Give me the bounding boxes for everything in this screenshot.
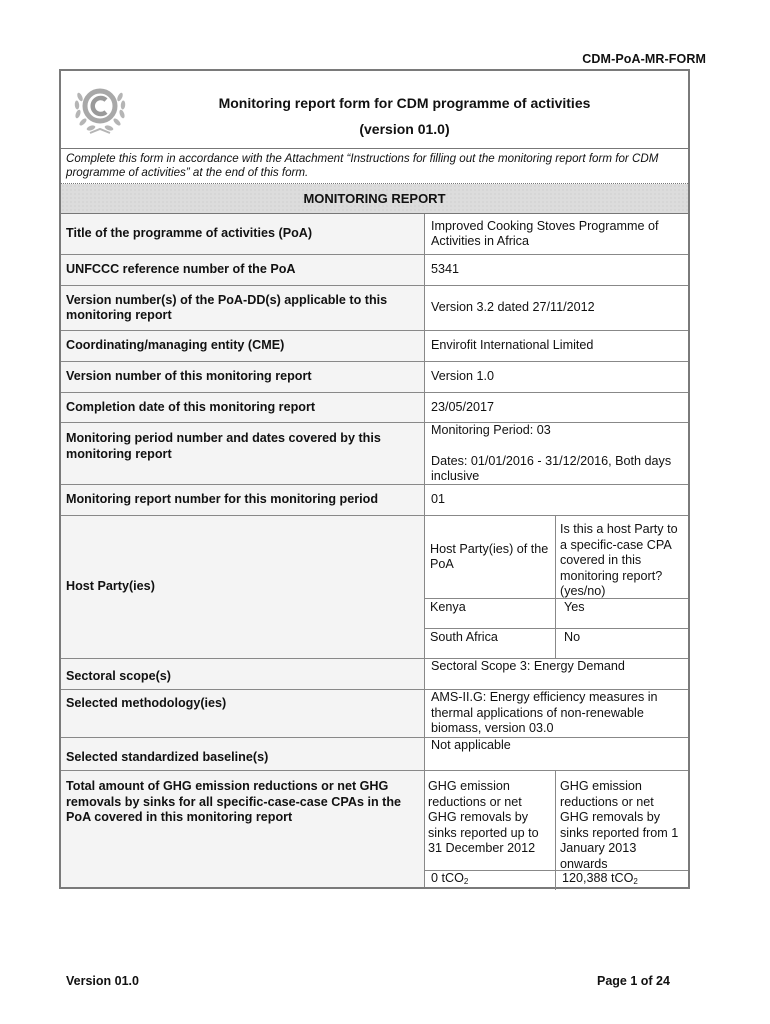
host-parties-header-row [425,516,688,599]
label-mr-number: Monitoring report number for this monitoring period [61,485,425,515]
label-ghg-totals: Total amount of GHG emission reductions or net GHG removals by sinks for all specific-case-case CPAs in the PoA covered in this monitoring report [61,771,425,887]
label-completion-date: Completion date of this monitoring report [61,393,425,422]
value-monitoring-period [425,423,688,484]
row-monitoring-period [61,423,688,485]
title-block [61,71,688,149]
value-cme: Envirofit International Limited [431,338,594,353]
ghg-pre2013-value: 0 tCO$_2$ [425,871,556,890]
form-version: (version 01.0) [359,121,450,137]
row-completion-date [61,393,688,423]
label-poa-dd-version: Version number(s) of the PoA-DD(s) applicable to this monitoring report [61,286,425,330]
value-standardized-baseline: Not applicable [431,738,511,752]
value-poa-title: Improved Cooking Stoves Programme of Activities in Africa [431,218,659,248]
value-reference-number: 5341 [431,262,460,277]
label-mr-version: Version number of this monitoring report [61,362,425,392]
host-party-col-header: Host Party(ies) of the PoA [425,516,556,598]
label-host-parties: Host Party(ies) [61,516,425,658]
ghg-header-row [425,771,688,871]
label-poa-title: Title of the programme of activities (PoA) [61,214,425,254]
host-party-name: Kenya [425,599,556,628]
row-ghg-totals [61,771,688,887]
form-code: CDM-PoA-MR-FORM [582,52,706,66]
ghg-post2013-value: 120,388 tCO$_2$ [562,871,638,886]
row-poa-title [61,214,688,255]
row-mr-number [61,485,688,516]
value-methodology: AMS-II.G: Energy efficiency measures in thermal applications of non-renewable biomass, version 03.0 [431,690,658,735]
value-sectoral-scope: Sectoral Scope 3: Energy Demand [431,659,625,673]
row-methodology [61,690,688,738]
form-title: Monitoring report form for CDM programme of activities [218,95,591,111]
host-party-specific-case: No [564,630,581,644]
host-parties-table [425,516,688,658]
label-reference-number: UNFCCC reference number of the PoA [61,255,425,285]
monitoring-period-number: Monitoring Period: 03 [431,423,551,437]
value-completion-date: 23/05/2017 [431,399,495,414]
row-host-parties [61,516,688,659]
ghg-value-row [425,871,688,890]
label-cme: Coordinating/managing entity (CME) [61,331,425,361]
label-monitoring-period: Monitoring period number and dates covered by this monitoring report [61,423,425,484]
host-party-row [425,599,688,629]
ghg-pre2013-header: GHG emission reductions or net GHG removals by sinks reported up to 31 December 2012 [425,771,556,870]
specific-case-col-header: Is this a host Party to a specific-case CPA covered in this monitoring report?(yes/no) [560,522,678,598]
row-cme [61,331,688,362]
host-party-name: South Africa [425,629,556,658]
row-standardized-baseline [61,738,688,771]
value-mr-version: Version 1.0 [431,369,495,384]
row-sectoral-scope [61,659,688,690]
label-methodology: Selected methodology(ies) [61,690,425,737]
row-mr-version [61,362,688,393]
footer-version: Version 01.0 [66,974,139,988]
row-reference-number [61,255,688,286]
value-poa-dd-version: Version 3.2 dated 27/11/2012 [431,300,595,315]
ghg-post2013-header: GHG emission reductions or net GHG removals by sinks reported from 1 January 2013 onwards [560,779,679,871]
instructions-text: Complete this form in accordance with the Attachment “Instructions for filling out the monitoring report form for CDM programme of activities” at the end of this form. [61,149,688,184]
ghg-table [425,771,688,887]
host-party-specific-case: Yes [564,600,585,614]
host-party-row [425,629,688,658]
section-title: MONITORING REPORT [61,184,688,214]
footer-page-number: Page 1 of 24 [597,974,670,988]
value-mr-number: 01 [431,492,446,507]
row-poa-dd-version [61,286,688,331]
label-standardized-baseline: Selected standardized baseline(s) [61,738,425,770]
monitoring-report-form [59,69,690,889]
monitoring-period-dates: Dates: 01/01/2016 - 31/12/2016, Both days inclusive [431,453,672,483]
label-sectoral-scope: Sectoral scope(s) [61,659,425,689]
